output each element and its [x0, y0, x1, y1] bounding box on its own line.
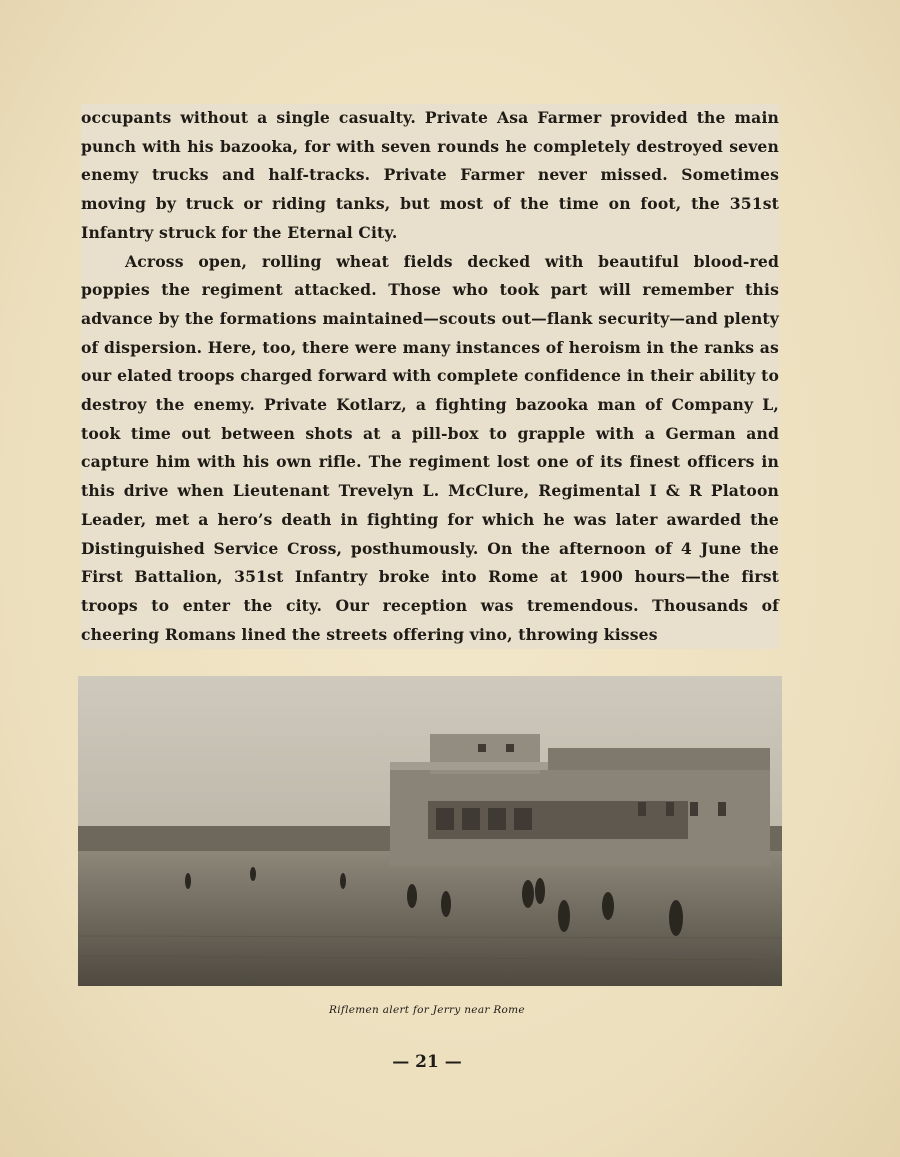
paragraph-2: Across open, rolling wheat fields decked with beautiful blood-red poppies the regiment attacked. Those who took part will remember this advance by the formations maintained—scouts out—flank security—and plenty of dispersion. Here, too, there were many instances of heroism in the ranks as our elated troops charged forward with complete confidence in their ability to destroy the enemy. Private Kotlarz, a fighting bazooka man of Company L, took time out between shots at a pill-box to grapple with a German and capture him with his own rifle. The regiment lost one of its finest officers in this drive when Lieutenant Trevelyn L. McClure, Regimental I & R Platoon Leader, met a hero’s death in fighting for which he was later awarded the Distinguished Service Cross, posthumously. On the afternoon of 4 June the First Battalion, 351st Infantry broke into Rome at 1900 hours—the first troops to enter the city. Our reception was tremendous. Thousands of cheering Romans lined the streets offering vino, throwing kisses [81, 251, 779, 644]
photo-illustration [78, 676, 782, 986]
page-number: — 21 — [392, 1052, 462, 1072]
body-text [81, 104, 779, 649]
paragraph-1: occupants without a single casualty. Private Asa Farmer provided the main punch with his bazooka, for with seven rounds he completely destroyed seven enemy trucks and half-tracks. Private Farmer never missed. Sometimes moving by truck or riding tanks, but most of the time on foot, the 351st Infantry struck for the Eternal City. [81, 108, 779, 242]
photograph-riflemen-near-rome [78, 676, 782, 986]
photo-caption: Riflemen alert for Jerry near Rome [329, 1004, 525, 1016]
building [390, 734, 770, 866]
